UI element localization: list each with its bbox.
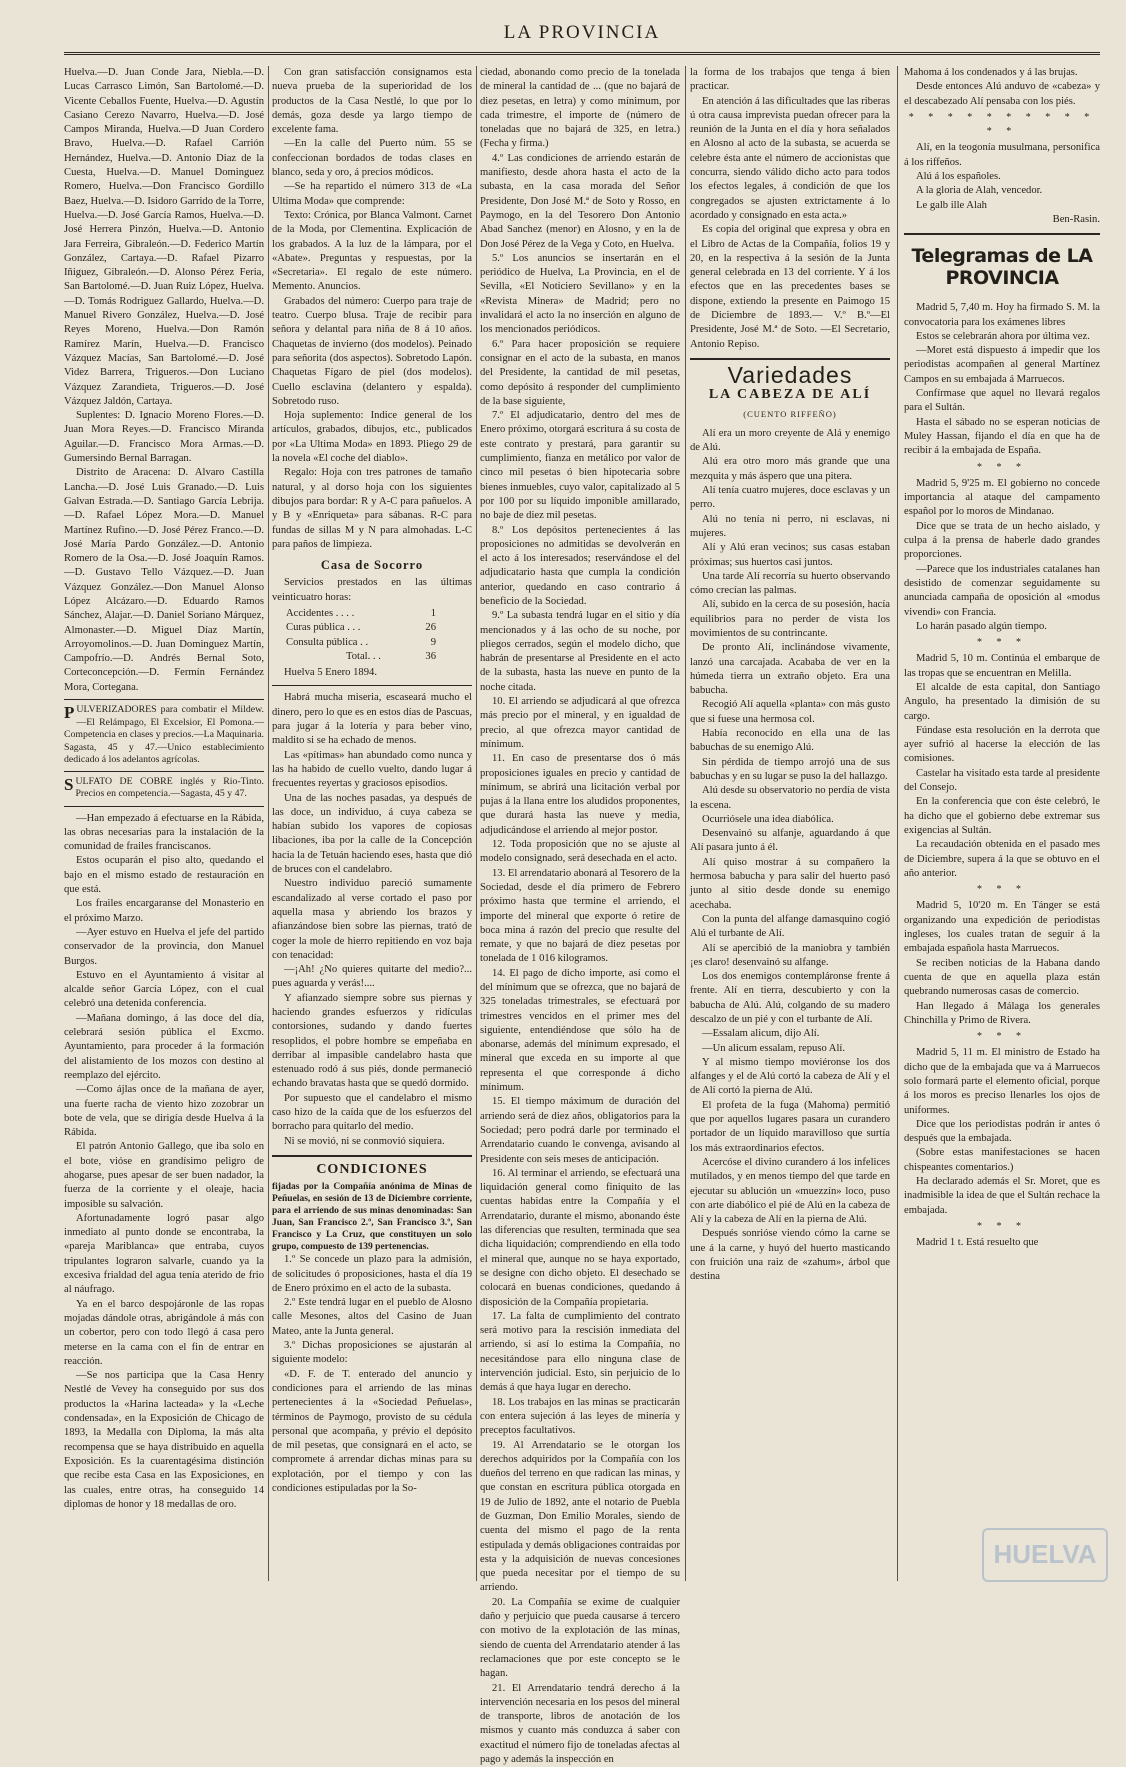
telegram-paragraph: Hasta el sábado no se esperan noticias de Muley Hassan, fijando el día en que ha de recibir á la embajada de España. [904,416,1100,457]
condition-item: 4.º Las condiciones de arriendo estarán de manifiesto, desde ahora hasta el acto de la subasta, en la casa morada del Señor Presidente, Don José M.ª de Soto y Rosso, en Paymogo, en la del Tesorero Don Antonio Abad Sanchez (menor) en Alosno, y en la de Don José Pérez de la Vega y Coto, en Huelva. [480,152,680,250]
story-paragraph: Había reconocido en ella una de las babuchas de su enemigo Alú. [690,728,890,754]
telegram-paragraph: (Sobre estas manifestaciones se hacen chispeantes comentarios.) [904,1147,1100,1173]
table-row [286,607,436,621]
news-paragraph: —¡Ah! ¿No quieres quitarte del medio?... pues aguarda y verás!.... [272,964,472,990]
separator-stars: * * * [977,637,1027,649]
news-paragraph: Estuvo en el Ayuntamiento á visitar al alcalde señor García López, con el cual celebró una detenida conferencia. [64,969,264,1010]
telegram-paragraph: En la conferencia que con éste celebró, le ha dicho que el gobierno debe extremar sus exigencias al Sultán. [904,796,1100,836]
column-divider [685,66,686,1581]
telegram-paragraph: Ha declarado además el Sr. Moret, que es inadmisible la idea de que el Sultán rechace la embajada. [904,1176,1100,1216]
condition-item: 17. La falta de cumplimiento del contrato será motivo para la rescisión inmediata del arriendo, si así lo estima la Compañía, no necesitándose para ello ninguna clase de intervención judicial. Esto, sin perjuicio de lo demás á que haya lugar en derecho. [480,1310,680,1394]
story-paragraph: Alú desde su observatorio no perdía de vista la escena. [690,785,890,811]
news-paragraph: Hoja suplemento: Indice general de los artículos, grabados, dibujos, etc., publicados por «La Ultima Moda» en 1893. Pliego 29 de la novela «El coche del diablo». [272,410,472,465]
story-paragraph: Acercóse el divino curandero á los infelices mutilados, y en menos tiempo del que tarde en ejecutar su ablución un «muezzín» loco, puso con arte diabólico el pié de Alú en la cabeza de Alí y la cabeza de Alí en la pierna de Alú. [690,1156,890,1226]
telegram-paragraph: Confírmase que aquel no llevará regalos para el Sultán. [904,388,1100,414]
story-paragraph: Alú á los españoles. [916,171,1001,183]
story-paragraph: Alí se apercibió de la maniobra y también ¡es claro! desenvainó su alfange. [690,942,890,968]
telegram-paragraph: Castelar ha visitado esta tarde al presidente del Consejo. [904,767,1100,794]
row-value: 9 [430,636,436,648]
condition-item: 6.º Para hacer proposición se requiere consignar en el acto de la subasta, en manos del Presidente, la cantidad de mil pesetas, como depósito á responder del cumplimiento de la base siguiente, [480,338,680,407]
telegram-paragraph: Fúndase esta resolución en la derrota que ayer sufrió al hacerse la elección de las comisiones. [904,724,1100,765]
telegram-paragraph: La recaudación obtenida en el pasado mes de Diciembre, supera á la que se obtuvo en el año anterior. [904,839,1100,879]
row-label: Accidentes . . . . [286,607,355,619]
header-rule [64,52,1100,55]
news-paragraph: —Ayer estuvo en Huelva el jefe del partido conservador de la provincia, don Manuel Burgos. [64,926,264,967]
condition-item: 20. La Compañía se exime de cualquier daño y perjuicio que pueda causarse á tercero con motivo de la explotación de las minas, siendo de cuenta del Arrendatario atender á las reclamaciones que por este concepto se le hagan. [480,1596,680,1680]
condition-item: 18. Los trabajos en las minas se practicarán con entera sujeción á las leyes de minería y preceptos facultativos. [480,1396,680,1437]
row-label: Consulta pública . . [286,636,369,648]
advertisement-pulverizadores [64,699,264,767]
aracena-district-list: Distrito de Aracena: D. Alvaro Castilla Lancha.—D. José Luis Granado.—D. Luis Galvan Estrada.—D. Santiago García Lebrija.—D. Rafael López Mora.—D. Manuel Martínez Rufino.—D. José Pérez Franco.—D. José María Pardo González.—D. Antonio Romero de la Osa.—D. José Joaquín Ramos.—D. Gustavo Tello Vázquez.—D. Juan Vázquez González.—Don Manuel Alonso López Alcázaro.—D. Eduardo Ramos Sánchez, Alajar.—D. Daniel Soriano Márquez, Almonaster.—D. Miguel Díaz Martín, Arroyomolinos.—D. Juan Dominguez Martín, Campofrío.—D. Andrés Bernal Soto, Corteconcepción.—D. Fermín Fernández Mora, Cortegana. [64,467,264,693]
section-rule [904,233,1100,235]
condition-item: 2.º Este tendrá lugar en el pueblo de Alosno calle Mesones, altos del Casino de Juan Mateo, ante la Junta general. [272,1297,472,1337]
news-paragraph: Servicios prestados en las últimas veinticuatro horas: [272,577,472,603]
column-4 [690,66,890,1586]
separator-stars: * * * [977,1220,1027,1232]
telegram-paragraph: Se reciben noticias de la Habana dando cuenta de que en aquella plaza están quebrando numerosas casas de comercio. [904,957,1100,998]
ad-text: ULVERIZADORES para combatir el Mildew.—El Relámpago, El Excelsior, El Pomona.—Competencia en clases y precios.—La Maquinaria. Sagasta, 45 y 47.—Unico establecimiento dedicado á los adelantos agrícolas. [64,704,264,766]
story-paragraph: Alí era un moro creyente de Alá y enemigo de Alú. [690,427,890,454]
row-value: 36 [425,650,436,662]
condition-item: 1.º Se concede un plazo para la admisión, de solicitudes ó proposiciones, hasta el día 19 de Enero próximo en el acto de la subasta. [272,1254,472,1294]
table-row [286,636,436,650]
telegram-paragraph: El alcalde de esta capital, don Santiago Angulo, ha presentado la dimisión de su cargo. [904,681,1100,722]
condition-item: 9.º La subasta tendrá lugar en el sitio y día mencionados y á las ocho de su noche, por pliegos cerrados, según el modelo dicho, que habrán de presentarse al Presidente en el acto de la subasta, hasta las nueve en punto de la noche citada. [480,610,680,693]
story-title: LA CABEZA DE ALÍ [708,387,872,403]
condition-item: En atención á las dificultades que las riberas ú otra causa imprevista puedan ofrecer para la reunión de la Junta en el día y hora señalados en Alosno al acto de la subasta, se acuerda se celebre ésta ante el número de accionistas que concurra, siendo válido dicho acto para todos los efectos legales, á condición de que los congregados se ajusten extrictamente á lo acordado y consignado en esta acta.» [690,95,890,221]
story-paragraph: Alí y Alú eran vecinos; sus casas estaban próximas; sus huertos casi juntos. [690,542,890,568]
story-paragraph: Alí, subido en la cerca de su posesión, hacía equilibrios para no perder de vista los movimientos de su contrincante. [690,599,890,639]
condition-item: 12. Toda proposición que no se ajuste al modelo consignado, será desechada en el acto. [480,839,680,865]
story-paragraph: Alí, en la teogonía musulmana, personifica á los riffeños. [904,142,1100,168]
story-paragraph: El profeta de la fuga (Mahoma) permitió que por aquellos lugares pasara un curandero portador de un líquido maravilloso que surtía los más extraordinarios efectos. [690,1099,890,1154]
story-paragraph: Mahoma á los condenados y á las brujas. [904,67,1078,78]
news-paragraph: Una de las noches pasadas, ya después de las doce, un individuo, á cuya cabeza se habían subido los vapores de copiosas libaciones, iba por la calle de la Concepción hacia la de Tetuán haciendo eses, hasta que dió de bruces con el candelabro. [272,792,472,876]
advertisement-sulfato [64,771,264,801]
telegram-paragraph: Dice que se trata de un hecho aislado, y culpa á la prensa de haberle dado grandes proporciones. [904,520,1100,561]
news-paragraph: Texto: Crónica, por Blanca Valmont. Carnet de la Moda, por Clementina. Explicación de los grabados. A la luz de la lámpara, por el «Abate». Preguntas y respuestas, por la «Secretaria». El regalo de este número. Memento. Anuncios. [272,209,472,293]
condition-item: 16. Al terminar el arriendo, se efectuará una liquidación general como finiquito de las cuentas habidas entre la Compañía y el Arrendatario, durante el mismo, abonando éste las diferencias que resulten, terminada que sea dicha liquidación; comprendiendo en ella todo el mineral que, aunque no se haya exportado, se designe con dicho objeto. El desechado se colocará en buenas condiciones, quedando á disposición de la Compañía propietaria. [480,1167,680,1308]
condition-item: 11. En caso de presentarse dos ó más proposiciones iguales en precio y cantidad de mínimum, se abrirá una licitación verbal por pujas á la llana entre los aludidos proponentes, que durará hasta las nueve y media, adjudicándose el arriendo al mejor postor. [480,753,680,836]
separator-stars: * * * * * * * * * * * * [908,111,1096,138]
telegram-paragraph: —Parece que los industriales catalanes han desistido de comenzar seguidamente su anunciada campaña de oposición al «modus vivendi» con Francia. [904,563,1100,618]
condition-item: 3.º Dichas proposiciones se ajustarán al siguiente modelo: [272,1340,472,1366]
separator-stars: * * * [977,1031,1027,1043]
newspaper-title: LA PROVINCIA [503,22,661,43]
condition-item: 13. El arrendatario abonará al Tesorero de la Sociedad, desde el día primero de Febrero próximo hasta que termine el arriendo, el importe del mineral que exporte ó retire de boca mina á razón del precio que resulte del remate, y que no bajará de diez pesetas por tonelada de 1 016 kilogramos. [480,867,680,965]
news-paragraph: Grabados del número: Cuerpo para traje de teatro. Cuerpo blusa. Traje de recibir para señora y delantal para niña de 8 á 10 años. Chaquetas de invierno (dos modelos). Peinado para señorita (dos aspectos). Sobretodo Lapón. Chaquetas Fígaro de piel (dos modelos). Cuello esclavina (delantero y espalda). Sobretodo ruso. [272,295,472,407]
story-paragraph: Desde entonces Alú anduvo de «cabeza» y el descabezado Alí pensaba con los piés. [904,81,1100,107]
story-paragraph: A la gloria de Alah, vencedor. [916,185,1043,197]
telegram-paragraph: Estos se celebrarán ahora por última vez. [916,330,1090,342]
services-table [286,607,472,664]
telegram-paragraph: Madrid 5, 11 m. El ministro de Estado ha dicho que de la embajada que va á Marruecos solo formará parte el elemento oficial, porque á los moros es preciso llenarles los ojos de uniformes. [904,1047,1100,1116]
story-paragraph: —Un alicum essalam, repuso Alí. [702,1042,845,1054]
news-paragraph: Las «pítimas» han abundado como nunca y las ha habido de cuello vuelto, dando lugar á frecuentes reyertas y graciosos episodios. [272,749,472,790]
variedades-title: Variedades [727,361,853,388]
story-paragraph: Los dos enemigos contempláronse frente á frente. Alí en tierra, descubierto y con la babucha de Alú. Alú, colgando de su madero descalzo de un pié y con el turbante de Alí. [690,971,890,1025]
row-label: Curas pública . . . [286,622,361,634]
story-paragraph: De pronto Alí, inclinándose vivamente, lanzó una carcajada. Acababa de ver en la húmeda tierra un extraño objeto. Era una babucha. [690,642,890,697]
telegram-paragraph: Lo harán pasado algún tiempo. [916,620,1047,632]
condition-item: 14. El pago de dicho importe, así como el del mínimum que se ofrezca, que no bajará de 325 toneladas trimestrales, se efectuará por trimestres vencidos en el primer mes del siguiente, entendiéndose que sólo ha de abonarse, además del mínimum expresado, el mineral que exceda en su importe al que representa el que corresponde á dicho mínimum. [480,967,680,1094]
drop-cap: S [64,774,74,794]
column-3 [480,66,680,1766]
news-paragraph: —Mañana domingo, á las doce del día, celebrará sesión pública el Excmo. Ayuntamiento, para proceder á la formación del alistamiento de los mozos con destino al reemplazo del ejército. [64,1012,264,1081]
dateline: Huelva 5 Enero 1894. [284,667,377,679]
story-paragraph: Desenvainó su alfanje, aguardando á que Alí pasara junto á él. [690,828,890,854]
news-paragraph: Ya en el barco despojáronle de las ropas mojadas dándole otras, abrigándole á más con un cobertor, pero con todo llegó á casa pero meterse en la cama con el fin de entrar en reacción. [64,1298,264,1367]
story-author: Ben-Rasin. [1052,213,1100,225]
news-paragraph: Ni se movió, ni se conmovió siquiera. [284,1135,445,1147]
condition-item: «D. F. de T. enterado del anuncio y condiciones para el arriendo de las minas pertenecientes á la «Sociedad Peñuelas», términos de Paymogo, provisto de su cédula personal que acompaña, y prévio el depósito de mil pesetas, que consignará en el acto, se compromete á arrendar dichas minas para su explotación, por el tiempo y con las condiciones estipuladas por la So- [272,1368,472,1495]
row-label: Total. . . [346,650,381,662]
story-paragraph: Después sonrióse viendo cómo la carne se une á la carne, y huyó del huerto masticando con fruición una raiz de «zahum», árbol que destina [690,1228,890,1283]
electors-list: Huelva.—D. Juan Conde Jara, Niebla.—D. Lucas Carrasco Limón, San Bartolomé.—D. Vicente Ceballos Fuente, Huelva.—D. Agustín Casiano Cerezo Navarro, Huelva.—D. José Campos Miranda, Huelva.—D Juan Cordero Bravo, Huelva.—D. Rafael Carrión Hernández, Huelva.—D. Antonio Diaz de la Cuesta, Huelva.—D. Manuel Dominguez Romero, Huelva.—Don Francisco Gordillo Baez, Huelva.—D. Isidoro Garrido de la Torre, Huelva.—D. José García Ramos, Huelva.—D. José Herrera Pinzón, Huelva.—D. Antonio Jara Ferreira, Gibraleón.—D. Federico Martín González, Cartaya.—D. Rafael Pizarro Iñiguez, Gibraleón.—D. Alonso Pérez Feria, San Bartolomé.—D. Juan Ruiz López, Huelva.—D. Tomás Rodriguez Gallardo, Huelva.—D. Manuel Rivero González, Huelva.—D. José Reyes Moreno, Huelva.—Don Ramón Ramírez Marín, Huelva.—D. Francisco Vázquez Macías, San Bartolomé.—D. José Videz Barrera, Trigueros.—Don Luciano Vázquez Zarandieta, Trigueros.—D. José Vázquez Jaldón, Cartaya. [64,67,264,407]
substitutes-list: Suplentes: D. Ignacio Moreno Flores.—D. Juan Mora Reyes.—D. Francisco Miranda Aguilar.—D. Francisco Mora Armas.—D. Gumersindo Bernal Barragan. [64,410,264,465]
news-paragraph: —Como ájlas once de la mañana de ayer, una fuerte racha de viento hizo zozobrar un bote de vela, que se dirigía desde Huelva á la Rábida. [64,1084,264,1139]
condiciones-title: CONDICIONES [316,1161,428,1177]
condition-item: 19. Al Arrendatario se le otorgan los derechos adquiridos por la Compañía con los dueños del terreno en que radican las minas, y que constan en escritura pública otorgada en 19 de Julio de 1892, ante el notario de Puebla de Guzman, Don Emilio Morales, siendo de cuenta del mismo el pago de la renta estipulada y demás obligaciones contraidas por esta y la adquisición de nuevas concesiones que pueda necesitar por el tiempo de su arriendo. [480,1439,680,1594]
story-paragraph: Sin pérdida de tiempo arrojó una de sus babuchas y en su lugar se puso la del hallazgo. [690,756,890,782]
news-paragraph: Estos ocuparán el piso alto, quedando el bajo en el mismo estado de restauración en que está. [64,855,264,896]
news-paragraph: Nuestro individuo pareció sumamente escandalizado al verse cortado el paso por aquella masa y abriendo los brazos y afianzándose bien sobre las piernas, trató de coger la mole de hierro repitiendo en voz baja con tenacidad: [272,878,472,961]
story-paragraph: Con la punta del alfange damasquino cogió Alú el turbante de Alí. [690,913,890,940]
telegram-paragraph: Madrid 5, 10'20 m. En Tánger se está organizando una expedición de periodistas ingleses, los cuales tratan de seguir á la embajada española hasta Marruecos. [904,900,1100,955]
condition-item: Es copia del original que expresa y obra en el Libro de Actas de la Compañía, folios 19 y 20, en la respectiva á la sesión de la Junta general celebrada en 13 del corriente. Y á los efectos que en las precedentes bases se dispone, extiendo la presente en Paimogo 15 de Diciembre de 1893.— V.º B.º—El Presidente, José M.ª de Soto. —El Secretario, Antonio Repiso. [690,224,890,350]
story-subtitle: (CUENTO RIFFEÑO) [743,408,837,419]
news-paragraph: —Se nos participa que la Casa Henry Nestlé de Vevey ha conseguido por sus dos productos la «Harina lacteada» y la «Leche condensada», en la Exposición de Chicago de 1893, la Medalla con Diploma, la más alta recompensa que se haya distribuido en aquella Exposición. Es la cuarentagésima distinción que recibe esta Casa en las Exposiciones, en las cuales, entre otras, ha conseguido 14 diplomas de honor y 18 medallas de oro. [64,1370,264,1510]
condition-item: ciedad, abonando como precio de la tonelada de mineral la cantidad de ... (que no bajará de diez pesetas, en letra) y como mínimum, por cada trimestre, el importe de (número de toneladas que no bajará de 325, en letra.) (Fecha y firma.) [480,67,680,150]
story-paragraph: Y al mismo tiempo moviéronse los dos alfanges y el de Alú cortó la cabeza de Alí y el de Alí cortó la pierna de Alú. [690,1056,890,1097]
column-divider [476,66,477,1581]
table-row [286,621,436,635]
section-rule [272,1155,472,1157]
condition-item: 5.º Los anuncios se insertarán en el periódico de Huelva, La Provincia, en el de Sevilla, «El Noticiero Sevillano» y en la «Revista Minera» de Madrid; pero no invalidará el acto la no inserción en alguno de los mencionados periódicos. [480,252,680,336]
separator-stars: * * * [977,884,1027,896]
condition-item: 21. El Arrendatario tendrá derecho á la intervención necesaria en los pesos del mineral de transporte, libros de anotación de los mismos y cuanto más conduzca á saber con exactitud el número fijo de toneladas afectas al pago y además la inspección en [480,1682,680,1766]
casa-socorro-title: Casa de Socorro [320,558,424,573]
condiciones-subtitle: fijadas por la Compañía anónima de Minas de Peñuelas, en sesión de 13 de Diciembre corriente, para el arriendo de sus minas denominadas: San Juan, San Francisco 2.º, San Francisco 3.º, San Francisco y La Cruz, que constituyen un solo grupo, compuesto de 139 pertenencias. [272,1182,472,1253]
table-total-row [286,650,436,664]
telegram-paragraph: Dice que los periodistas podrán ir antes ó después que la embajada. [904,1118,1100,1145]
condition-item: 15. El tiempo máximum de duración del arriendo será de diez años, obligatorios para la Sociedad; pero podrá darle por terminado el Arrendatario cuando le convenga, avisando al Presidente con seis meses de anticipación. [480,1096,680,1165]
telegram-paragraph: Madrid 5, 7,40 m. Hoy ha firmado S. M. la convocatoria para los exámenes libres [904,302,1100,328]
section-rule [690,358,890,360]
news-paragraph: Y afianzado siempre sobre sus piernas y haciendo grandes esfuerzos y ridículas contorsiones, sudando y dando fuertes resoplidos, el pobre hombre se empeñaba en derribar al impasible candelabro hasta que estenuado rodó á sus piés, donde permaneció echando bravatas hasta que se quedó dormido. [272,992,472,1090]
condition-item: la forma de los trabajos que tenga á bien practicar. [690,67,890,93]
story-paragraph: Le galb ille Alah [916,199,987,211]
condition-item: 7.º El adjudicatario, dentro del mes de Enero próximo, otorgará escritura á su costa de este contrato y prestará, para garantir su cumplimiento, fianza en metálico por valor de cinco mil pesetas ó bien hipotecaria sobre bienes inmuebles, cuyo valor, capitalizado al 5 por 100 por su líquido imponible amillarado, no baje de diez mil pesetas. [480,410,680,522]
row-value: 26 [425,622,436,634]
news-paragraph: Afortunadamente logró pasar algo inmediato al punto donde se encontraba, la «pareja Mariblanca» que entraba, cuyos tripulantes lograron salvarle, cuando ya la excesiva frialdad del agua tenía aterido de frio al náufrago. [64,1212,264,1296]
section-rule [64,806,264,807]
telegram-paragraph: Madrid 5, 10 m. Continúa el embarque de las tropas que se encuentran en Melilla. [904,653,1100,679]
news-paragraph: Con gran satisfacción consignamos esta nueva prueba de la superioridad de los productos de la Casa Nestlé, lo que por lo demás, goza desde ya largo tiempo de excelente fama. [272,67,472,136]
row-value: 1 [430,607,436,619]
column-divider [897,66,898,1581]
news-paragraph: Los frailes encargaranse del Monasterio en el próximo Marzo. [64,898,264,924]
news-paragraph: El patrón Antonio Gallego, que iba solo en el bote, vióse en grandísimo peligro de ahogarse, pues apesar de ser buen nadador, la fuerza de la corriente y el oleaje, hacia imposible su salvación. [64,1141,264,1210]
library-watermark-stamp: HUELVA [982,1528,1108,1582]
news-paragraph: Por supuesto que el candelabro el mismo caso hizo de la caída que de los esfuerzos del borracho para quitarlo del medio. [272,1092,472,1133]
newspaper-header [64,12,1100,58]
news-paragraph: —Se ha repartido el número 313 de «La Ultima Moda» que comprende: [272,181,472,207]
drop-cap: P [64,703,75,723]
story-paragraph: Alí quiso mostrar á su compañero la hermosa babucha y para salir del huerto pasó junto al sitio desde donde su enemigo acechaba. [690,856,890,911]
news-paragraph: —En la calle del Puerto núm. 55 se confeccionan bordados de todas clases en blanco, seda y oro, á precios módicos. [272,138,472,179]
column-divider [268,66,269,1581]
column-5 [904,66,1100,1586]
news-paragraph: —Han empezado á efectuarse en la Rábida, las obras necesarias para la instalación de la comunidad de frailes franciscanos. [64,812,264,853]
telegram-paragraph: Madrid 1 t. Está resuelto que [916,1237,1039,1249]
story-paragraph: Ocurriósele una idea diabólica. [702,813,834,825]
story-paragraph: Alú no tenía ni perro, ni esclavas, ni mujeres. [690,513,890,539]
condition-item: 10. El arriendo se adjudicará al que ofrezca más precio por el mineral, y en igualdad de precio, al que ofrezca mayor cantidad de mínimum. [480,696,680,750]
telegram-paragraph: —Moret está dispuesto á impedir que los periodistas acompañen al general Martínez Campos en su embajada á Marruecos. [904,345,1100,385]
condition-item: 8.º Los depósitos pertenecientes á las proposiciones no admitidas se devolverán en el acto á los interesados; reservándose el del adjudicatario hasta que cumpla la condición anterior, quedando en caso contrario á beneficio de la Sociedad. [480,524,680,607]
story-paragraph: Recogió Alí aquella «planta» con más gusto que si fuese una hermosa col. [690,699,890,725]
news-paragraph: Habrá mucha miseria, escaseará mucho el dinero, pero lo que es en estos días de Pascuas, para jugar á la lotería y para beber vino, maldito si se ha echado de menos. [272,692,472,747]
story-paragraph: Una tarde Alí recorría su huerto observando cómo crecían las palmas. [690,570,890,597]
column-1 [64,66,264,1586]
news-paragraph: Regalo: Hoja con tres patrones de tamaño natural, y al dorso hoja con los siguientes dibujos para bordar: R y A-C para pañuelos. A y B y «Enriqueta» para sábanas. R-C para fundas de sillas M y N para almohadas. L-C para paños de limpieza. [272,467,472,550]
column-2 [272,66,472,1586]
telegram-paragraph: Han llegado á Málaga los generales Chinchilla y Primo de Rivera. [904,1000,1100,1026]
ad-text: ULFATO DE COBRE inglés y Rio-Tinto. Precios en competencia.—Sagasta, 45 y 47. [75,775,264,800]
story-paragraph: Alí tenía cuatro mujeres, doce esclavas y un perro. [690,485,890,511]
separator-stars: * * * [977,461,1027,473]
story-paragraph: —Essalam alicum, dijo Alí. [702,1028,820,1040]
story-paragraph: Alú era otro moro más grande que una mezquita y más áspero que una pitera. [690,456,890,482]
telegram-paragraph: Madrid 5, 9'25 m. El gobierno no concede importancia al ataque del campamento español por lo moros de Mindanao. [904,477,1100,518]
telegramas-title: Telegramas de LA PROVINCIA [911,245,1093,290]
section-rule [272,685,472,686]
